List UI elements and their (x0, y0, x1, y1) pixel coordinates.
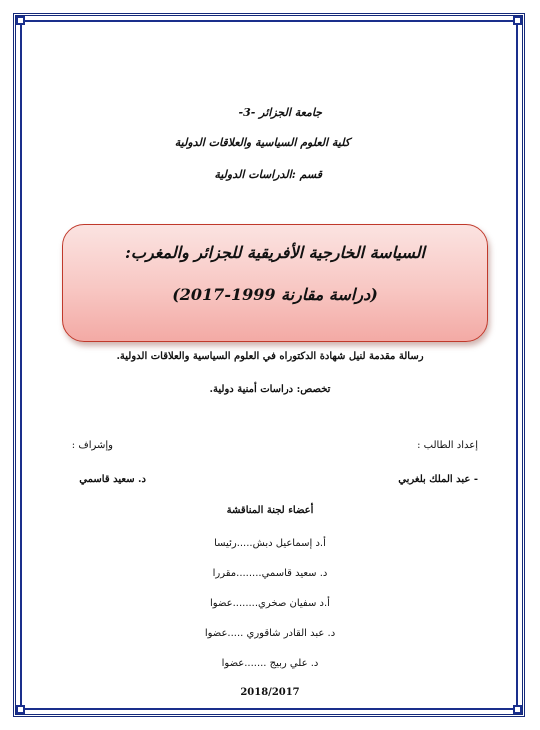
border-corner-bottom-left (16, 705, 25, 714)
border-corner-top-right (513, 16, 522, 25)
committee-heading: أعضاء لجنة المناقشة (226, 505, 314, 516)
student-name: - عبد الملك بلغربي (398, 474, 478, 485)
committee-member-president: أ.د إسماعيل دبش.....رئيسا (214, 538, 326, 549)
specialization: تخصص: دراسات أمنية دولية. (209, 384, 331, 395)
prepared-by-label: إعداد الطالب : (417, 440, 478, 451)
supervisor-name: د. سعيد قاسمي (79, 474, 146, 485)
thesis-subtitle: (دراسة مقارنة 1999-2017) (172, 285, 378, 304)
title-box (62, 224, 488, 342)
university-name: جامعة الجزائر -3- (238, 106, 322, 119)
department-name: قسم :الدراسات الدولية (214, 168, 322, 181)
committee-member-3: د. علي ربيج .......عضوا (221, 658, 319, 669)
thesis-title: السياسة الخارجية الأفريقية للجزائر والمغرب: (125, 243, 425, 262)
committee-member-rapporteur: د. سعيد قاسمي........مقررا (212, 568, 328, 579)
academic-year: 2018/2017 (240, 687, 300, 698)
supervision-label: وإشراف : (71, 440, 113, 451)
committee-member-2: د. عبد القادر شاقوري .....عضوا (204, 628, 336, 639)
thesis-purpose: رسالة مقدمة لنيل شهادة الدكتوراه في العلوم السياسية والعلاقات الدولية. (116, 351, 424, 362)
faculty-name: كلية العلوم السياسية والعلاقات الدولية (174, 136, 350, 149)
committee-member-1: أ.د سفيان صخري........عضوا (210, 598, 330, 609)
border-corner-bottom-right (513, 705, 522, 714)
border-corner-top-left (16, 16, 25, 25)
